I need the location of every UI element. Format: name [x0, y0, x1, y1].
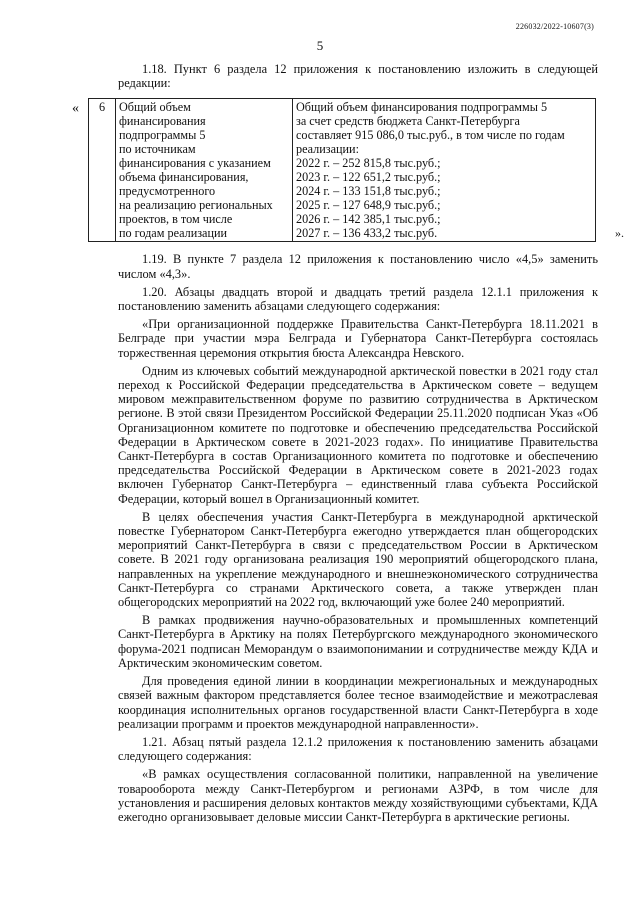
- paragraph: 1.20. Абзацы двадцать второй и двадцать третий раздела 12.1.1 приложения к постановлению заменить абзацами следующего содержания:: [118, 284, 598, 314]
- financing-table: [88, 98, 596, 242]
- label-line: предусмотренного: [119, 184, 216, 199]
- paragraph: В рамках продвижения научно-образовательных и промышленных компетенций Санкт-Петербурга в Арктику на полях Петербургского международного экономического форума-2021 подписан Меморандум о взаимопонимании и сотрудничестве между КДА и Арктическим экономическим советом.: [118, 613, 598, 670]
- value-line: 2024 г. – 133 151,8 тыс.руб.;: [296, 184, 441, 199]
- document-id: 226032/2022-10607(3): [515, 22, 594, 31]
- value-line: реализации:: [296, 142, 359, 157]
- paragraph: «В рамках осуществления согласованной политики, направленной на увеличение товарооборота между Санкт-Петербургом и регионами АЗРФ, в том числе для установления и расширения деловых контактов между хозяйствующими субъектами, КДА ежегодно организовывает деловые миссии Санкт-Петербурга в арктические регионы.: [118, 767, 598, 824]
- label-line: по годам реализации: [119, 226, 228, 241]
- label-line: на реализацию региональных: [119, 198, 273, 213]
- label-line: подпрограммы 5: [119, 128, 206, 143]
- value-line: составляет 915 086,0 тыс.руб., в том числе по годам: [296, 128, 565, 143]
- financing-table-block: [72, 98, 624, 242]
- label-line: финансирования: [119, 114, 206, 129]
- value-line: 2022 г. – 252 815,8 тыс.руб.;: [296, 156, 441, 171]
- value-line: 2026 г. – 142 385,1 тыс.руб.;: [296, 212, 441, 227]
- value-line: 2023 г. – 122 651,2 тыс.руб.;: [296, 170, 441, 185]
- paragraph: Для проведения единой линии в координации межрегиональных и международных связей важным фактором представляется более тесное взаимодействие и межотраслевая координация исполнительных органов государственной власти Санкт-Петербурга в ходе реализации программ и проектов международной направленности».: [118, 674, 598, 731]
- paragraph: 1.21. Абзац пятый раздела 12.1.2 приложения к постановлению заменить абзацами следующего содержания:: [118, 734, 598, 764]
- row-number: 6: [89, 99, 116, 242]
- label-line: финансирования с указанием: [119, 156, 271, 171]
- page-number: 5: [316, 38, 324, 53]
- opening-quote: «: [72, 101, 79, 117]
- label-line: Общий объем: [119, 100, 191, 115]
- label-line: объема финансирования,: [119, 170, 249, 185]
- table-row: [89, 99, 596, 242]
- paragraph: 1.19. В пункте 7 раздела 12 приложения к постановлению число «4,5» заменить числом «4,3».: [118, 252, 598, 281]
- label-line: проектов, в том числе: [119, 212, 233, 227]
- value-line: 2025 г. – 127 648,9 тыс.руб.;: [296, 198, 441, 213]
- paragraph: Одним из ключевых событий международной арктической повестки в 2021 году стал переход к Российской Федерации председательства в Арктическом совете – ведущем мировом межправительственном форуме по развитию сотрудничества в Арктическом регионе. В этой связи Президентом Российской Федерации 25.11.2020 подписан Указ «Об Организационном комитете по подготовке и обеспечению председательства Российской Федерации в Арктическом совете в 2021-2023 годах». По инициативе Правительства Санкт-Петербурга в состав Организационного комитета по подготовке и обеспечению председательства Российской Федерации в Арктическом совете в 2021-2023 годах включен Губернатор Санкт-Петербурга – единственный глава субъекта Российской Федерации, который вошел в Организационный комитет.: [118, 363, 598, 506]
- closing-quote: ».: [615, 226, 624, 241]
- paragraph: «При организационной поддержке Правительства Санкт-Петербурга 18.11.2021 в Белграде при участии мэра Белграда и Губернатора Санкт-Петербурга состоялась торжественная церемония открытия бюста Александра Невского.: [118, 317, 598, 360]
- value-line: за счет средств бюджета Санкт-Петербурга: [296, 114, 520, 129]
- paragraph: В целях обеспечения участия Санкт-Петербурга в международной арктической повестке Губернатором Санкт-Петербурга ежегодно утверждается план общегородских мероприятий Санкт-Петербурга в связи с председательством России в Арктическом совете. В 2021 году организована реализация 190 мероприятий общегородского плана, направленных на укрепление международного и внешнеэкономического сотрудничества Санкт-Петербурга со странами Арктического совета, а также утвержден план общегородских мероприятий на 2022 год, включающий уже более 240 мероприятий.: [118, 509, 598, 610]
- intro-paragraph: 1.18. Пункт 6 раздела 12 приложения к постановлению изложить в следующей редакции:: [118, 62, 598, 91]
- financing-value-cell: [293, 99, 596, 242]
- document-body: [72, 62, 624, 828]
- value-line: Общий объем финансирования подпрограммы 5: [296, 100, 548, 115]
- label-line: по источникам: [119, 142, 196, 157]
- value-line: 2027 г. – 136 433,2 тыс.руб.: [296, 226, 438, 241]
- financing-label-cell: [116, 99, 293, 242]
